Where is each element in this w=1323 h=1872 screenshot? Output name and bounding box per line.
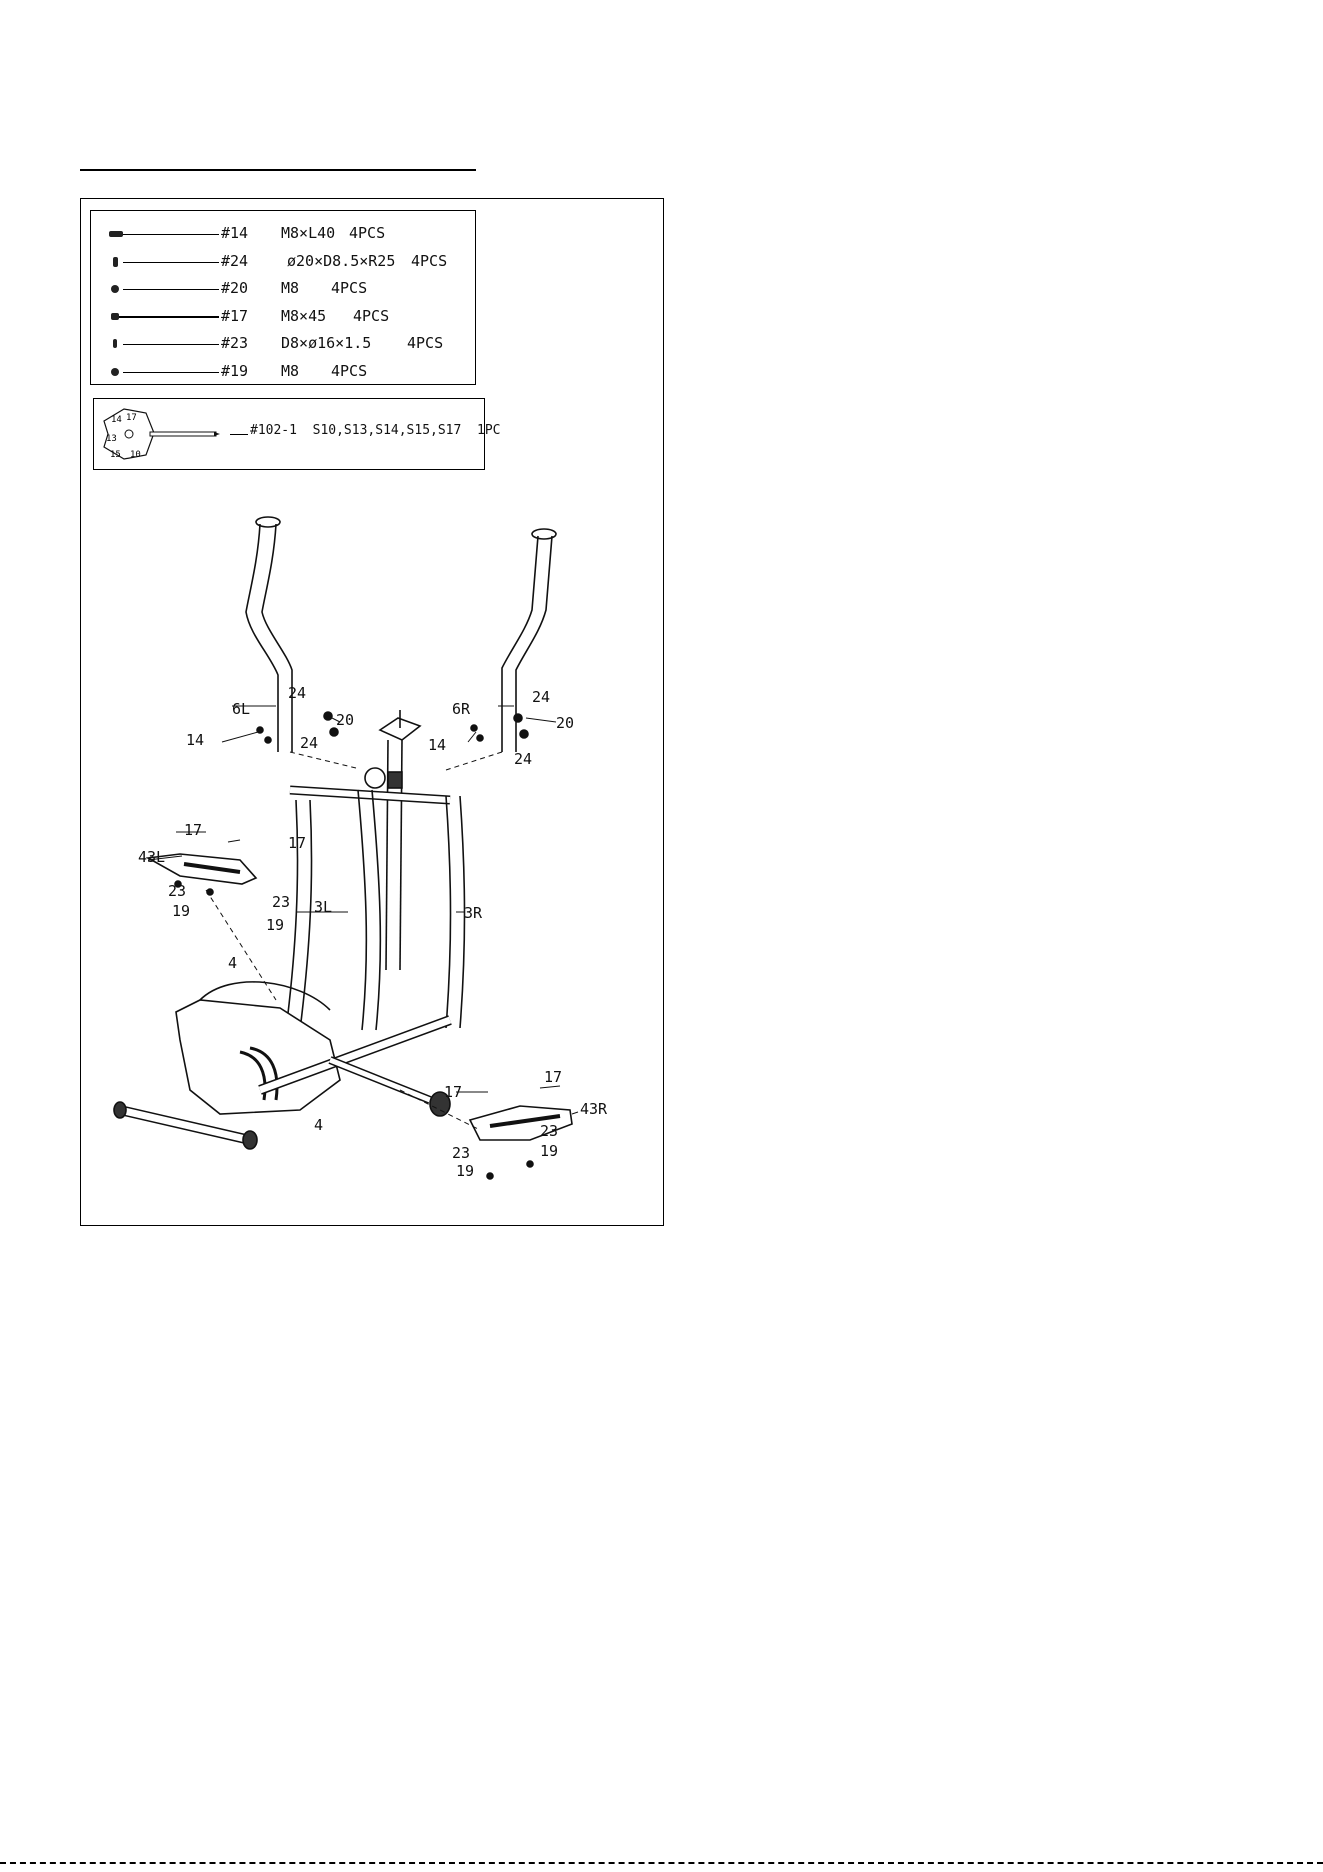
callout-43R: 43R bbox=[580, 1100, 608, 1118]
part-number: #19 bbox=[221, 362, 249, 380]
nut-icon bbox=[111, 368, 119, 376]
callout-24: 24 bbox=[288, 684, 307, 702]
console-mast bbox=[365, 710, 420, 970]
callout-20: 20 bbox=[336, 711, 355, 729]
part-spec: M8×45 bbox=[281, 307, 327, 325]
hardware-row bbox=[91, 277, 475, 301]
callout-3R: 3R bbox=[464, 904, 483, 922]
hardware-row bbox=[91, 250, 475, 274]
hardware-row bbox=[91, 332, 475, 356]
callout-19: 19 bbox=[266, 916, 285, 934]
part-spec: D8×ø16×1.5 bbox=[281, 334, 372, 352]
part-number: #20 bbox=[221, 279, 249, 297]
callout-24: 24 bbox=[514, 750, 533, 768]
callout-17: 17 bbox=[184, 821, 203, 839]
callout-4: 4 bbox=[314, 1116, 324, 1134]
part-qty: 4PCS bbox=[353, 307, 390, 325]
hardware-row bbox=[91, 305, 475, 329]
callout-14: 14 bbox=[428, 736, 447, 754]
bolt-icon bbox=[109, 231, 123, 237]
bolt-icon bbox=[111, 313, 119, 320]
part-qty: 4PCS bbox=[407, 334, 444, 352]
wrench-size-label: 10 bbox=[130, 450, 141, 460]
part-number: #23 bbox=[221, 334, 249, 352]
part-spec: M8×L40 bbox=[281, 224, 336, 242]
crossbar bbox=[290, 790, 450, 800]
callout-23: 23 bbox=[540, 1122, 559, 1140]
flywheel-housing bbox=[176, 982, 340, 1114]
wrench-size-label: 17 bbox=[126, 413, 137, 423]
callout-20: 20 bbox=[556, 714, 575, 732]
callout-14: 14 bbox=[186, 731, 205, 749]
tool-box bbox=[93, 398, 501, 470]
page-bottom-rule bbox=[0, 1862, 1323, 1864]
callout-23: 23 bbox=[168, 882, 187, 900]
part-spec: ø20×D8.5×R25 bbox=[287, 252, 396, 270]
part-number: #17 bbox=[221, 307, 249, 325]
hardware-list bbox=[90, 210, 476, 385]
callout-4: 4 bbox=[228, 954, 238, 972]
callout-19: 19 bbox=[172, 902, 191, 920]
part-number: #14 bbox=[221, 224, 249, 242]
part-qty: 4PCS bbox=[349, 224, 386, 242]
callout-19: 19 bbox=[540, 1142, 559, 1160]
curved-washer-icon bbox=[113, 257, 118, 267]
callout-24: 24 bbox=[300, 734, 319, 752]
part-qty: 4PCS bbox=[411, 252, 448, 270]
wrench-size-label: 15 bbox=[110, 450, 121, 460]
callout-17: 17 bbox=[288, 834, 307, 852]
wrench-size-label: 14 bbox=[111, 415, 122, 425]
part-spec: M8 bbox=[281, 362, 300, 380]
callout-43L: 43L bbox=[138, 848, 166, 866]
part-qty: 4PCS bbox=[331, 362, 368, 380]
part-number: #24 bbox=[221, 252, 249, 270]
callout-6L: 6L bbox=[232, 700, 251, 718]
callout-3L: 3L bbox=[314, 898, 333, 916]
wrench-size-label: 13 bbox=[106, 434, 117, 444]
part-spec: M8 bbox=[281, 279, 300, 297]
callout-19: 19 bbox=[456, 1162, 475, 1180]
callout-24: 24 bbox=[532, 688, 551, 706]
tool-label: #102-1 S10,S13,S14,S15,S17 1PC bbox=[250, 423, 501, 438]
hardware-row bbox=[91, 360, 475, 384]
part-qty: 4PCS bbox=[331, 279, 368, 297]
multi-wrench-icon bbox=[96, 399, 226, 469]
nut-icon bbox=[111, 285, 119, 293]
callout-17: 17 bbox=[544, 1068, 563, 1086]
callout-17: 17 bbox=[444, 1083, 463, 1101]
section-title-rule bbox=[80, 169, 476, 171]
hardware-row bbox=[91, 222, 475, 246]
callout-23: 23 bbox=[272, 893, 291, 911]
callout-23: 23 bbox=[452, 1144, 471, 1162]
handlebar-left bbox=[246, 517, 292, 752]
exploded-assembly-diagram bbox=[100, 500, 640, 1200]
callout-6R: 6R bbox=[452, 700, 471, 718]
arm-right bbox=[358, 790, 465, 1030]
flat-washer-icon bbox=[113, 339, 117, 348]
